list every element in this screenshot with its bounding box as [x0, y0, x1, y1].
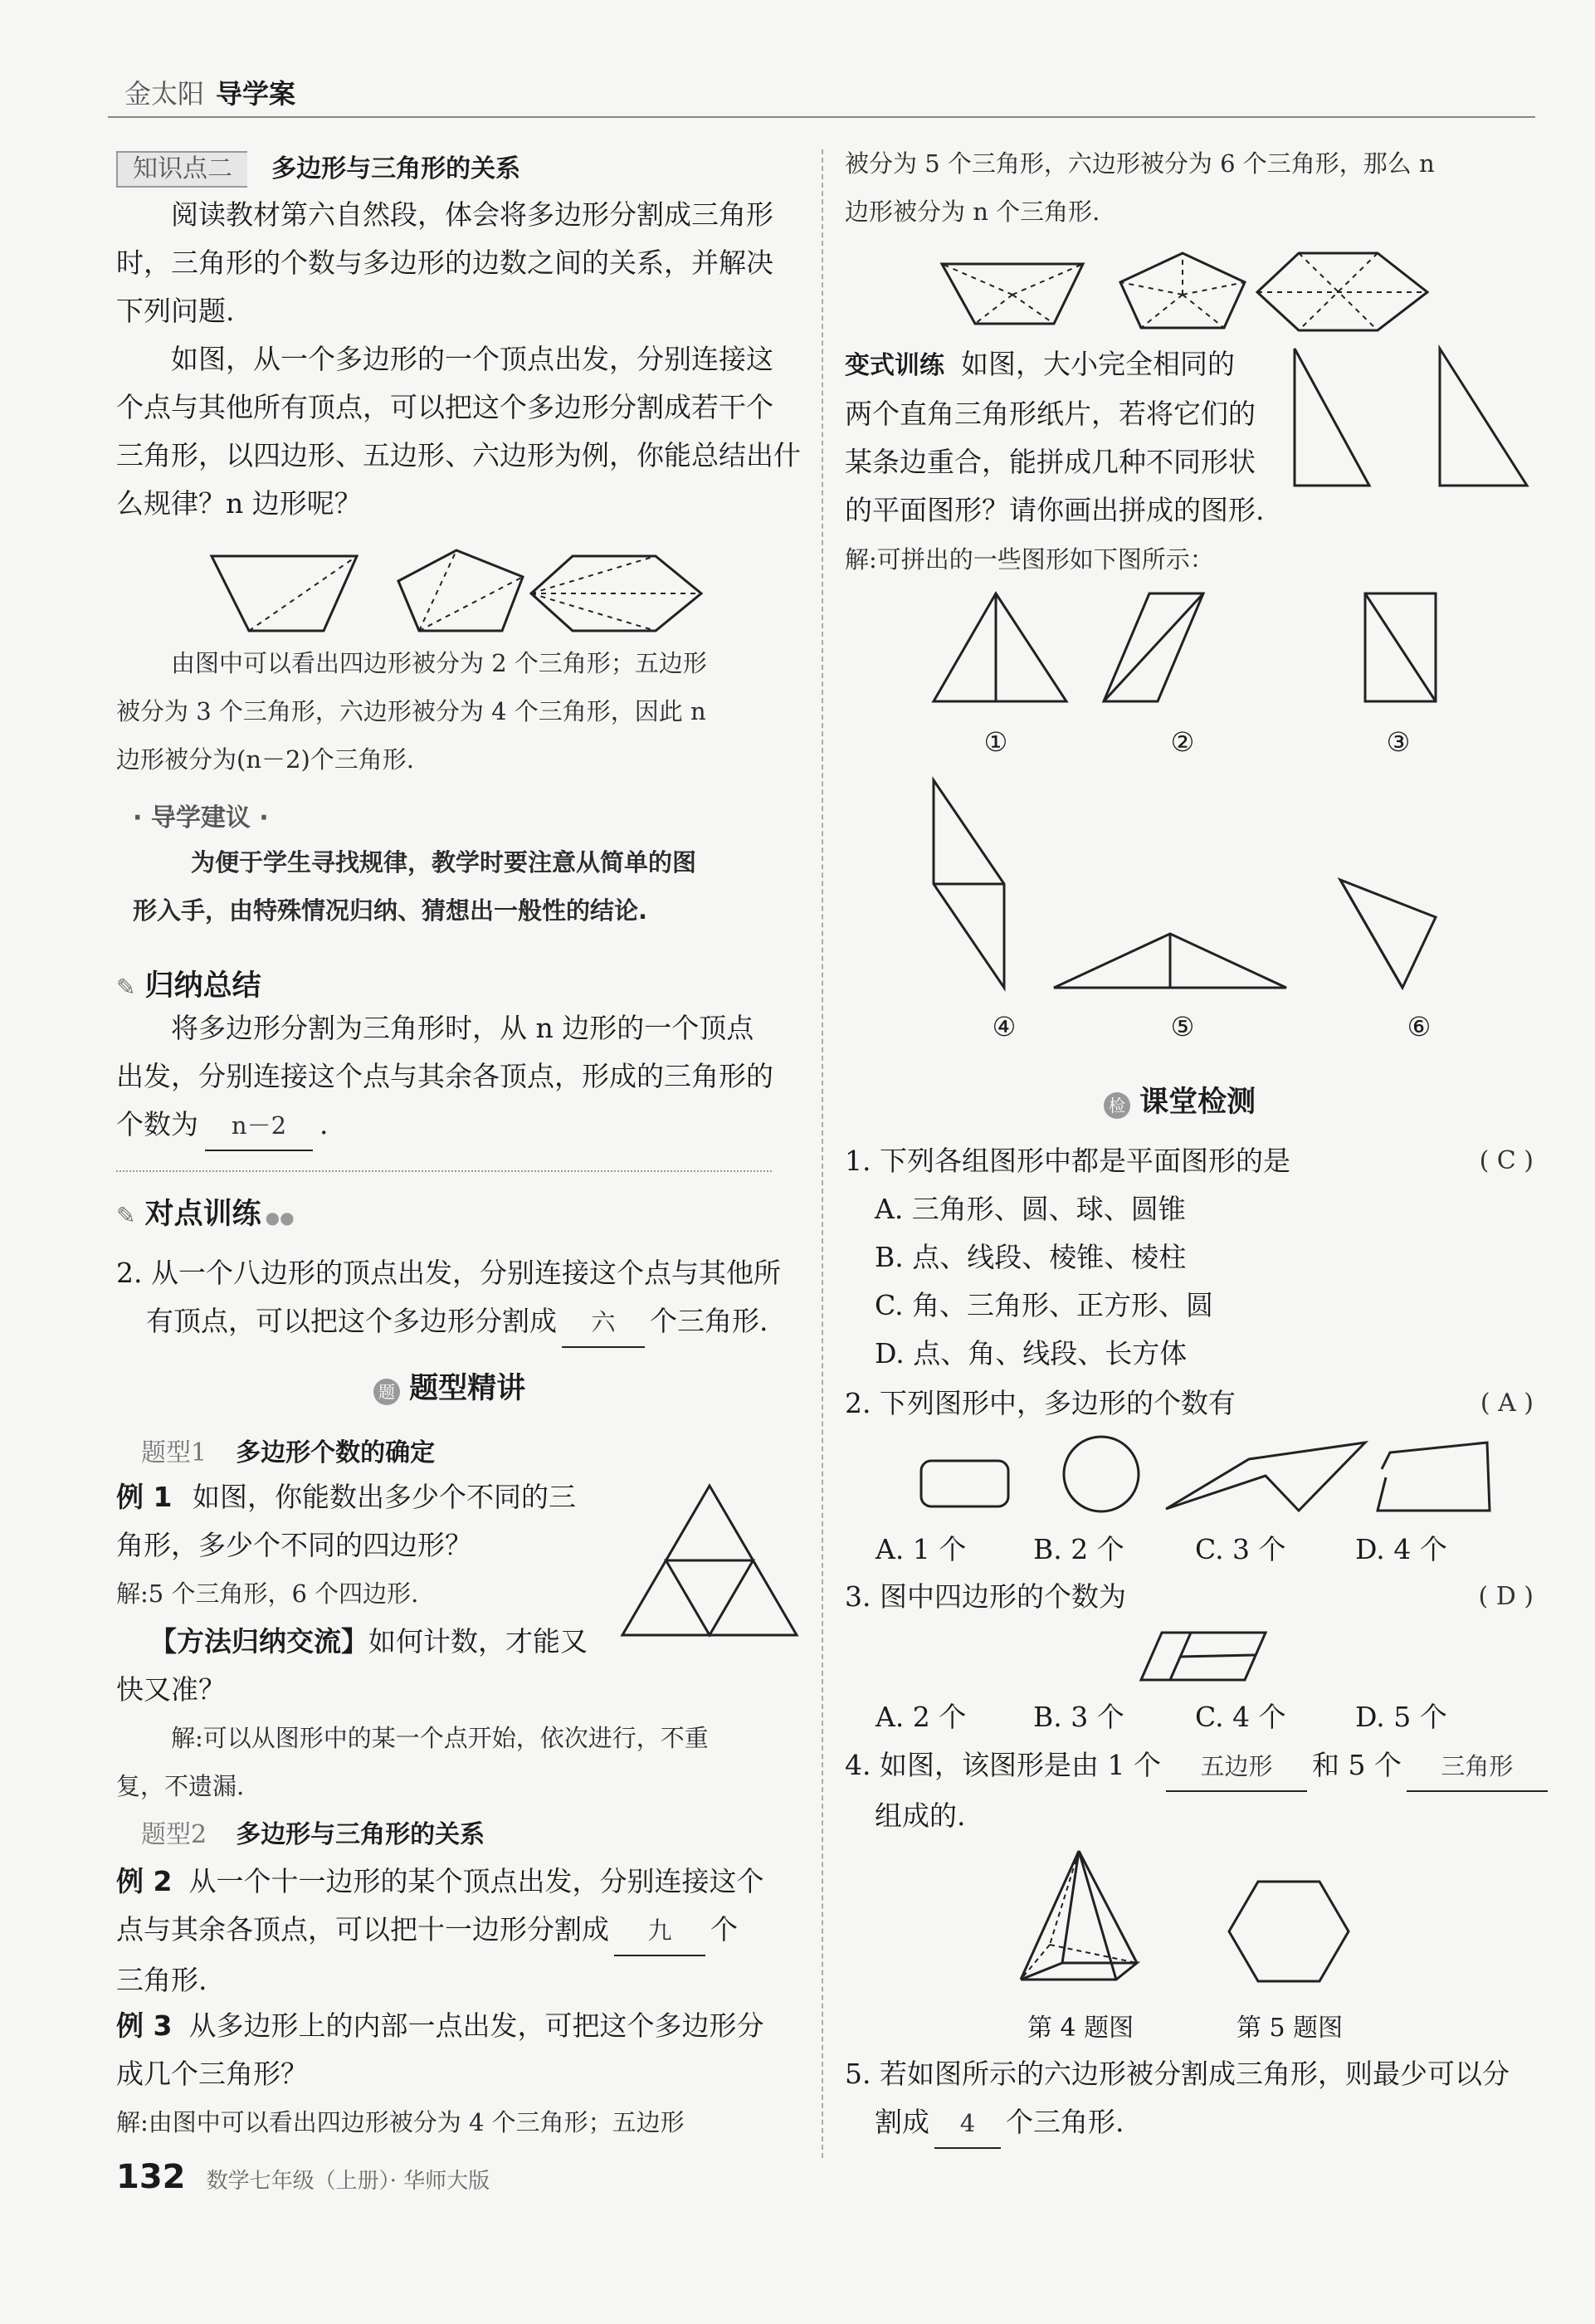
text: 个三角形.	[650, 1305, 768, 1337]
pencil-icon: ✎	[116, 1202, 136, 1229]
text-line: 么规律？n 边形呢？	[116, 487, 362, 520]
option[interactable]: A. 2 个	[876, 1701, 967, 1733]
text: 如图，你能数出多少个不同的三	[192, 1481, 576, 1513]
text-line: 2. 从一个八边形的顶点出发，分别连接这个点与其他所	[116, 1257, 781, 1289]
summary-answer-blank[interactable]: n－2	[205, 1101, 313, 1151]
combined-shapes-row2	[929, 776, 1461, 992]
text: 个三角形.	[1006, 2106, 1124, 2138]
text-line	[116, 2002, 805, 2050]
page-header	[108, 66, 1535, 118]
figure-label-3: ③	[1386, 726, 1411, 758]
example-1	[116, 1473, 614, 1714]
text-line: 的平面图形？请你画出拼成的图形.	[845, 494, 1265, 526]
pencil-icon: ✎	[116, 974, 136, 1001]
text-line: 组成的.	[875, 1799, 966, 1832]
drill-title: 对点训练	[144, 1198, 261, 1231]
option[interactable]: B. 3 个	[1033, 1701, 1124, 1733]
option[interactable]: D. 5 个	[1355, 1701, 1447, 1733]
knowledge-point-2-heading	[116, 148, 520, 188]
example-label: 例 2	[116, 1865, 173, 1897]
option[interactable]: B. 点、线段、棱锥、棱柱	[875, 1241, 1187, 1273]
hexagon-figure	[1227, 1877, 1351, 1985]
figure-label-2: ②	[1170, 726, 1195, 758]
variant-exercise	[845, 340, 1293, 535]
polygon-vertex-diagonals-figure	[207, 544, 722, 643]
q2-answer-blank[interactable]: 六	[562, 1298, 645, 1348]
text: 4. 如图，该图形是由 1 个	[845, 1749, 1161, 1781]
summary-paragraph	[116, 1004, 805, 1151]
figure-label-6: ⑥	[1407, 1011, 1432, 1042]
question-paragraph	[116, 335, 805, 528]
text: 割成	[875, 2106, 929, 2138]
right-triangle-papers-figure	[1290, 344, 1531, 490]
brand-name: 金太阳	[124, 78, 205, 110]
example-label: 例 1	[116, 1481, 173, 1513]
option[interactable]: A. 1 个	[876, 1533, 967, 1565]
text-line: 阅读教材第六自然段，体会将多边形分割成三角形	[171, 198, 773, 231]
text: 个	[710, 1913, 738, 1946]
text-line: 某条边重合，能拼成几种不同形状	[845, 446, 1256, 478]
header-title: 导学案	[216, 78, 296, 110]
type1-heading	[116, 1432, 435, 1468]
figure-label-1: ①	[983, 726, 1008, 758]
text-line: 由图中可以看出四边形被分为 2 个三角形；五边形	[171, 649, 707, 677]
answer-mark: ( D )	[1478, 1582, 1534, 1611]
column-divider	[822, 149, 823, 2158]
summary-heading	[116, 963, 261, 1004]
page-number: 132	[116, 2158, 186, 2196]
check-question-1	[845, 1137, 1534, 1378]
dots-icon: ●●	[265, 1208, 295, 1228]
text-line: 将多边形分割为三角形时，从 n 边形的一个顶点	[171, 1012, 754, 1044]
example-solution: 解:5 个三角形，6 个四边形.	[116, 1579, 419, 1608]
guide-paragraph	[116, 838, 805, 935]
check-question-2	[845, 1379, 1534, 1428]
question-text: 2. 下列图形中，多边形的个数有	[845, 1387, 1236, 1419]
method-title: 【方法归纳交流】	[149, 1625, 368, 1658]
variant-title: 变式训练	[845, 351, 944, 380]
option[interactable]: A. 三角形、圆、球、圆锥	[875, 1193, 1186, 1225]
intro-paragraph	[116, 191, 805, 335]
text-line: 下列问题.	[116, 295, 235, 327]
text: 如图，大小完全相同的	[961, 348, 1235, 380]
section-icon: 检	[1104, 1092, 1130, 1119]
check-question-5	[845, 2050, 1534, 2149]
check-question-3	[845, 1573, 1534, 1621]
variant-solution: 解:可拼出的一些图形如下图所示：	[845, 545, 1214, 574]
text-line: 形入手，由特殊情况归纳、猜想出一般性的结论.	[133, 896, 648, 925]
check-question-4	[845, 1741, 1534, 1840]
text: 有顶点，可以把这个多边形分割成	[146, 1305, 557, 1337]
knowledge-point-tag: 知识点二	[116, 151, 247, 188]
combined-shapes-row1	[929, 589, 1461, 706]
guide-title: · 导学建议 ·	[133, 803, 269, 832]
text-line: 成几个三角形？	[116, 2058, 308, 2090]
knowledge-point-title: 多边形与三角形的关系	[271, 154, 521, 183]
figure-label-4: ④	[992, 1011, 1017, 1042]
option[interactable]: C. 角、三角形、正方形、圆	[875, 1289, 1214, 1321]
text-line	[116, 1858, 805, 1906]
dotted-separator	[116, 1170, 772, 1172]
text-line: 个点与其他所有顶点，可以把这个多边形分割成若干个	[116, 391, 773, 423]
text-line: 出发，分别连接这个点与其余各顶点，形成的三角形的	[116, 1060, 773, 1092]
text: 如何计数，才能又	[368, 1625, 588, 1658]
q4-answer-blank-2[interactable]: 三角形	[1407, 1742, 1548, 1792]
figure-4-caption: 第 4 题图	[1027, 2014, 1134, 2043]
type1-tag: 题型1	[141, 1438, 207, 1467]
option[interactable]: C. 4 个	[1195, 1701, 1286, 1733]
class-check-title: 课堂检测	[1139, 1086, 1256, 1119]
text-line: 5. 若如图所示的六边形被分割成三角形，则最少可以分	[845, 2058, 1510, 2090]
text-line: 被分为 3 个三角形，六边形被分为 4 个三角形，因此 n	[116, 697, 706, 725]
text-line: 为便于学生寻找规律，教学时要注意从简单的图	[191, 848, 697, 876]
text-line: 三角形，以四边形、五边形、六边形为例，你能总结出什	[116, 439, 801, 471]
section-title: 题型精讲	[409, 1372, 526, 1405]
text: 从多边形上的内部一点出发，可把这个多边形分	[188, 2009, 764, 2042]
section-heading-types	[373, 1365, 525, 1407]
option[interactable]: B. 2 个	[1033, 1533, 1124, 1565]
q2-shapes-figure	[917, 1436, 1498, 1519]
option[interactable]: D. 4 个	[1355, 1533, 1447, 1565]
text-line: 两个直角三角形纸片，若将它们的	[845, 398, 1256, 430]
drill-heading	[116, 1191, 295, 1233]
type2-heading	[116, 1814, 485, 1850]
text-line: 快又准？	[116, 1673, 226, 1706]
text-line	[116, 1906, 805, 1956]
class-check-heading	[1104, 1079, 1256, 1120]
continued-solution	[845, 139, 1534, 236]
example-3	[116, 2002, 805, 2146]
pyramid-figure	[1017, 1847, 1141, 1984]
text: 从一个十一边形的某个顶点出发，分别连接这个	[188, 1865, 764, 1897]
explanation-paragraph	[116, 639, 805, 784]
question-text: 3. 图中四边形的个数为	[845, 1580, 1126, 1613]
text-line: 被分为 5 个三角形，六边形被分为 6 个三角形，那么 n	[845, 149, 1435, 178]
polygon-interior-point-figure	[938, 249, 1436, 332]
ex2-answer-blank[interactable]: 九	[614, 1907, 705, 1956]
figure-5-caption: 第 5 题图	[1236, 2014, 1344, 2043]
book-info: 数学七年级（上册）· 华师大版	[206, 2169, 490, 2194]
text-line: 角形，多少个不同的四边形？	[116, 1529, 472, 1561]
text: 个数为	[116, 1108, 198, 1140]
text-line: 解:可以从图形中的某一个点开始，依次进行，不重	[171, 1724, 709, 1752]
page-footer	[116, 2158, 490, 2196]
figure-label-5: ⑤	[1170, 1011, 1195, 1042]
question-text: 1. 下列各组图形中都是平面图形的是	[845, 1145, 1290, 1177]
example-2	[116, 1858, 805, 2004]
q3-quadrilateral-figure	[1137, 1628, 1270, 1687]
text-line	[116, 1618, 614, 1666]
text-line	[116, 1101, 805, 1151]
text-line: 边形被分为 n 个三角形.	[845, 198, 1100, 226]
question-line	[845, 1137, 1534, 1185]
section-icon: 题	[373, 1379, 400, 1405]
text: 和 5 个	[1311, 1749, 1402, 1781]
type2-tag: 题型2	[141, 1820, 207, 1849]
method-solution	[116, 1714, 805, 1810]
text-line: 时，三角形的个数与多边形的边数之间的关系，并解决	[116, 247, 773, 279]
option[interactable]: C. 3 个	[1195, 1533, 1286, 1565]
question-line	[845, 1741, 1534, 1792]
text-line: 三角形.	[116, 1964, 207, 1996]
example-label: 例 3	[116, 2009, 173, 2042]
text-line	[116, 1297, 805, 1348]
text-line: 复，不遗漏.	[116, 1772, 245, 1800]
answer-mark: ( A )	[1480, 1389, 1534, 1418]
answer-mark: ( C )	[1479, 1146, 1534, 1175]
subdivided-triangle-figure	[618, 1482, 801, 1639]
text-line	[845, 340, 1293, 390]
text: 点与其余各顶点，可以把十一边形分割成	[116, 1913, 609, 1946]
text: .	[319, 1108, 329, 1140]
text-line: 边形被分为(n－2)个三角形.	[116, 745, 414, 774]
option[interactable]: D. 点、角、线段、长方体	[875, 1337, 1188, 1370]
text-line	[845, 2098, 1534, 2149]
type2-title: 多边形与三角形的关系	[236, 1820, 485, 1849]
q4-answer-blank-1[interactable]: 五边形	[1166, 1742, 1307, 1792]
drill-question-2	[116, 1249, 805, 1348]
summary-title: 归纳总结	[144, 969, 261, 1003]
q5-answer-blank[interactable]: 4	[934, 2099, 1001, 2149]
type1-title: 多边形个数的确定	[236, 1438, 436, 1467]
example-solution: 解:由图中可以看出四边形被分为 4 个三角形；五边形	[116, 2108, 685, 2136]
text-line: 如图，从一个多边形的一个顶点出发，分别连接这	[171, 343, 773, 375]
text-line	[116, 1473, 614, 1521]
